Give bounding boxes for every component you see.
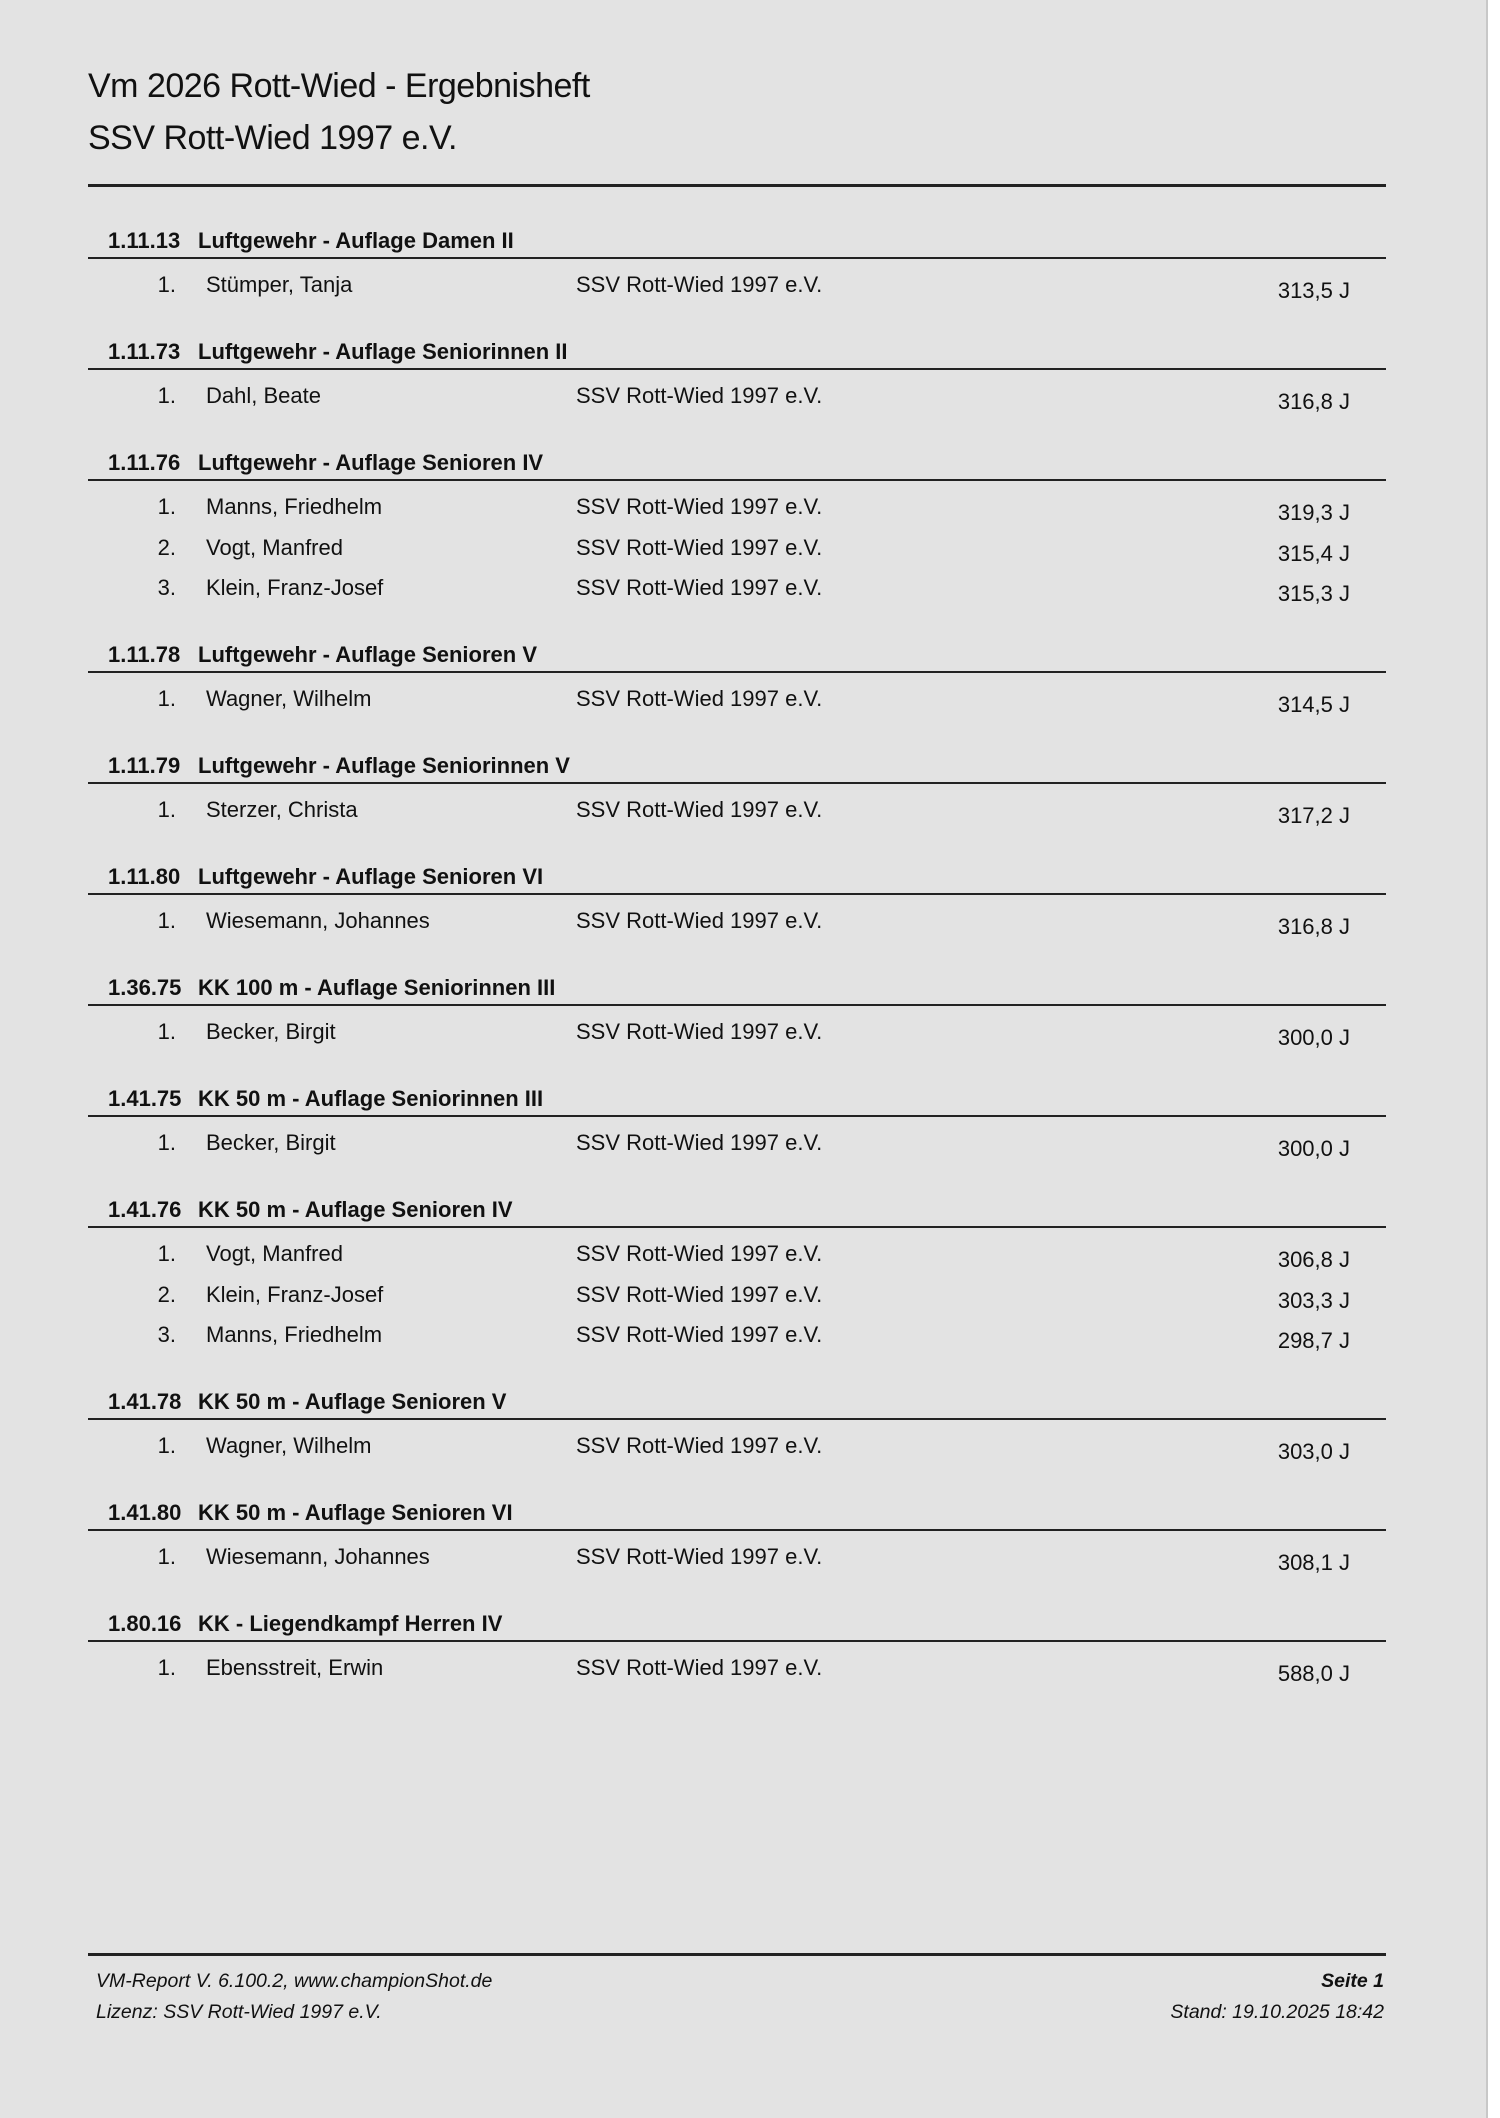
result-row	[88, 1013, 1386, 1054]
result-row	[88, 1276, 1386, 1317]
result-section	[88, 1605, 1386, 1716]
club-name: SSV Rott-Wied 1997 e.V.	[576, 575, 823, 600]
section-heading	[108, 864, 543, 890]
shooter-name: Vogt, Manfred	[206, 534, 343, 560]
result-rank: 1.	[157, 1019, 176, 1044]
shooter-name: Wiesemann, Johannes	[206, 1544, 430, 1569]
section-title: KK 50 m - Auflage Senioren V	[198, 1389, 507, 1414]
section-code: 1.80.16	[108, 1611, 182, 1636]
result-rank: 1.	[157, 797, 176, 822]
club-name: SSV Rott-Wied 1997 e.V.	[576, 494, 823, 519]
result-rank: 2.	[157, 534, 176, 560]
result-row	[88, 680, 1386, 721]
section-title: Luftgewehr - Auflage Seniorinnen II	[198, 339, 568, 364]
result-score: 298,7 J	[1277, 1328, 1350, 1353]
result-section	[88, 747, 1386, 858]
result-rank: 1.	[157, 1241, 176, 1266]
result-score: 588,0 J	[1277, 1661, 1350, 1686]
section-heading	[108, 1500, 513, 1526]
shooter-name: Vogt, Manfred	[206, 1241, 343, 1266]
section-heading	[108, 1086, 543, 1112]
section-title: KK 100 m - Auflage Seniorinnen III	[198, 975, 556, 1000]
result-score: 315,3 J	[1277, 581, 1350, 606]
result-rank: 3.	[157, 1322, 176, 1347]
section-divider	[88, 1115, 1386, 1117]
result-section	[88, 636, 1386, 747]
result-row	[88, 377, 1386, 418]
shooter-name: Becker, Birgit	[206, 1130, 336, 1155]
result-row	[88, 1316, 1386, 1357]
page-edge	[1486, 0, 1500, 2118]
club-name: SSV Rott-Wied 1997 e.V.	[576, 1241, 823, 1266]
result-score: 308,1 J	[1277, 1550, 1350, 1575]
result-score: 317,2 J	[1277, 803, 1350, 828]
result-row	[88, 1235, 1386, 1276]
shooter-name: Becker, Birgit	[206, 1019, 336, 1044]
result-row	[88, 1649, 1386, 1690]
section-heading	[108, 975, 555, 1001]
document-subtitle: SSV Rott-Wied 1997 e.V.	[88, 119, 458, 157]
shooter-name: Manns, Friedhelm	[206, 494, 383, 519]
result-section	[88, 1080, 1386, 1191]
club-name: SSV Rott-Wied 1997 e.V.	[576, 1433, 823, 1458]
section-heading	[108, 228, 514, 254]
result-score: 300,0 J	[1277, 1136, 1350, 1161]
section-title: Luftgewehr - Auflage Senioren V	[198, 642, 537, 667]
club-name: SSV Rott-Wied 1997 e.V.	[576, 1544, 823, 1569]
shooter-name: Stümper, Tanja	[206, 272, 353, 297]
club-name: SSV Rott-Wied 1997 e.V.	[576, 1281, 823, 1307]
club-name: SSV Rott-Wied 1997 e.V.	[576, 534, 823, 560]
footer-license: Lizenz: SSV Rott-Wied 1997 e.V.	[96, 2001, 382, 2023]
result-score: 316,8 J	[1277, 389, 1350, 414]
club-name: SSV Rott-Wied 1997 e.V.	[576, 908, 823, 933]
section-divider	[88, 368, 1386, 370]
result-section	[88, 1494, 1386, 1605]
section-title: KK 50 m - Auflage Seniorinnen III	[198, 1086, 544, 1111]
section-title: Luftgewehr - Auflage Senioren VI	[198, 864, 544, 889]
section-divider	[88, 1004, 1386, 1006]
section-heading	[108, 1611, 502, 1637]
result-section	[88, 333, 1386, 444]
section-title: Luftgewehr - Auflage Damen II	[198, 228, 514, 253]
club-name: SSV Rott-Wied 1997 e.V.	[576, 383, 823, 408]
result-score: 303,0 J	[1277, 1439, 1350, 1464]
club-name: SSV Rott-Wied 1997 e.V.	[576, 686, 823, 711]
result-rank: 1.	[157, 1544, 176, 1569]
section-title: Luftgewehr - Auflage Seniorinnen V	[198, 753, 570, 778]
result-rank: 1.	[157, 1655, 176, 1680]
result-rank: 1.	[157, 908, 176, 933]
section-title: Luftgewehr - Auflage Senioren IV	[198, 450, 544, 475]
result-row	[88, 1538, 1386, 1579]
shooter-name: Wiesemann, Johannes	[206, 908, 430, 933]
result-score: 313,5 J	[1277, 278, 1350, 303]
section-code: 1.11.78	[108, 642, 181, 667]
result-score: 316,8 J	[1277, 914, 1350, 939]
shooter-name: Wagner, Wilhelm	[206, 1433, 372, 1458]
result-section	[88, 444, 1386, 636]
club-name: SSV Rott-Wied 1997 e.V.	[576, 1130, 823, 1155]
shooter-name: Klein, Franz-Josef	[206, 1281, 384, 1307]
result-row	[88, 1124, 1386, 1165]
section-heading	[108, 1389, 506, 1415]
shooter-name: Ebensstreit, Erwin	[206, 1655, 384, 1680]
club-name: SSV Rott-Wied 1997 e.V.	[576, 1322, 823, 1347]
section-divider	[88, 1529, 1386, 1531]
section-title: KK 50 m - Auflage Senioren IV	[198, 1197, 513, 1222]
result-score: 300,0 J	[1277, 1025, 1350, 1050]
section-divider	[88, 1640, 1386, 1642]
shooter-name: Dahl, Beate	[206, 383, 321, 408]
section-code: 1.41.75	[108, 1086, 182, 1111]
result-rank: 1.	[157, 1130, 176, 1155]
section-code: 1.11.80	[108, 864, 181, 889]
section-divider	[88, 479, 1386, 481]
result-section	[88, 1191, 1386, 1383]
result-rank: 3.	[157, 575, 176, 600]
section-title: KK 50 m - Auflage Senioren VI	[198, 1500, 513, 1525]
result-section	[88, 1383, 1386, 1494]
section-divider	[88, 671, 1386, 673]
club-name: SSV Rott-Wied 1997 e.V.	[576, 1655, 823, 1680]
result-row	[88, 791, 1386, 832]
result-row	[88, 529, 1386, 570]
result-rank: 1.	[157, 1433, 176, 1458]
result-section	[88, 222, 1386, 333]
document-title: Vm 2026 Rott-Wied - Ergebnisheft	[88, 67, 590, 105]
shooter-name: Klein, Franz-Josef	[206, 575, 384, 600]
footer-divider	[88, 1953, 1386, 1956]
section-title: KK - Liegendkampf Herren IV	[198, 1611, 503, 1636]
result-row	[88, 569, 1386, 610]
section-code: 1.41.78	[108, 1389, 182, 1414]
section-heading	[108, 753, 570, 779]
result-row	[88, 488, 1386, 529]
section-code: 1.11.73	[108, 339, 181, 364]
result-rank: 2.	[157, 1281, 176, 1307]
shooter-name: Sterzer, Christa	[206, 797, 358, 822]
shooter-name: Wagner, Wilhelm	[206, 686, 372, 711]
section-heading	[108, 1197, 513, 1223]
footer-timestamp: Stand: 19.10.2025 18:42	[1170, 2001, 1384, 2023]
result-score: 319,3 J	[1277, 500, 1350, 525]
section-divider	[88, 1418, 1386, 1420]
club-name: SSV Rott-Wied 1997 e.V.	[576, 1019, 823, 1044]
section-code: 1.36.75	[108, 975, 182, 1000]
result-row	[88, 1427, 1386, 1468]
section-code: 1.11.79	[108, 753, 181, 778]
section-heading	[108, 339, 568, 365]
section-heading	[108, 450, 543, 476]
club-name: SSV Rott-Wied 1997 e.V.	[576, 272, 823, 297]
result-rank: 1.	[157, 686, 176, 711]
section-code: 1.11.76	[108, 450, 181, 475]
section-heading	[108, 642, 537, 668]
section-divider	[88, 1226, 1386, 1228]
document-header	[88, 60, 590, 164]
result-row	[88, 902, 1386, 943]
shooter-name: Manns, Friedhelm	[206, 1322, 383, 1347]
section-code: 1.41.80	[108, 1500, 182, 1525]
result-section	[88, 858, 1386, 969]
result-score: 303,3 J	[1277, 1287, 1350, 1313]
footer-page-number: Seite 1	[1321, 1970, 1384, 1992]
result-section	[88, 969, 1386, 1080]
result-row	[88, 266, 1386, 307]
result-score: 306,8 J	[1277, 1247, 1350, 1272]
result-rank: 1.	[157, 494, 176, 519]
section-divider	[88, 782, 1386, 784]
result-score: 314,5 J	[1277, 692, 1350, 717]
section-code: 1.11.13	[108, 228, 181, 253]
header-divider	[88, 184, 1386, 187]
section-divider	[88, 257, 1386, 259]
result-score: 315,4 J	[1277, 540, 1350, 566]
result-rank: 1.	[157, 272, 176, 297]
footer-report-version: VM-Report V. 6.100.2, www.championShot.de	[96, 1970, 493, 1992]
club-name: SSV Rott-Wied 1997 e.V.	[576, 797, 823, 822]
result-rank: 1.	[157, 383, 176, 408]
section-divider	[88, 893, 1386, 895]
results-list	[88, 222, 1386, 1716]
section-code: 1.41.76	[108, 1197, 182, 1222]
